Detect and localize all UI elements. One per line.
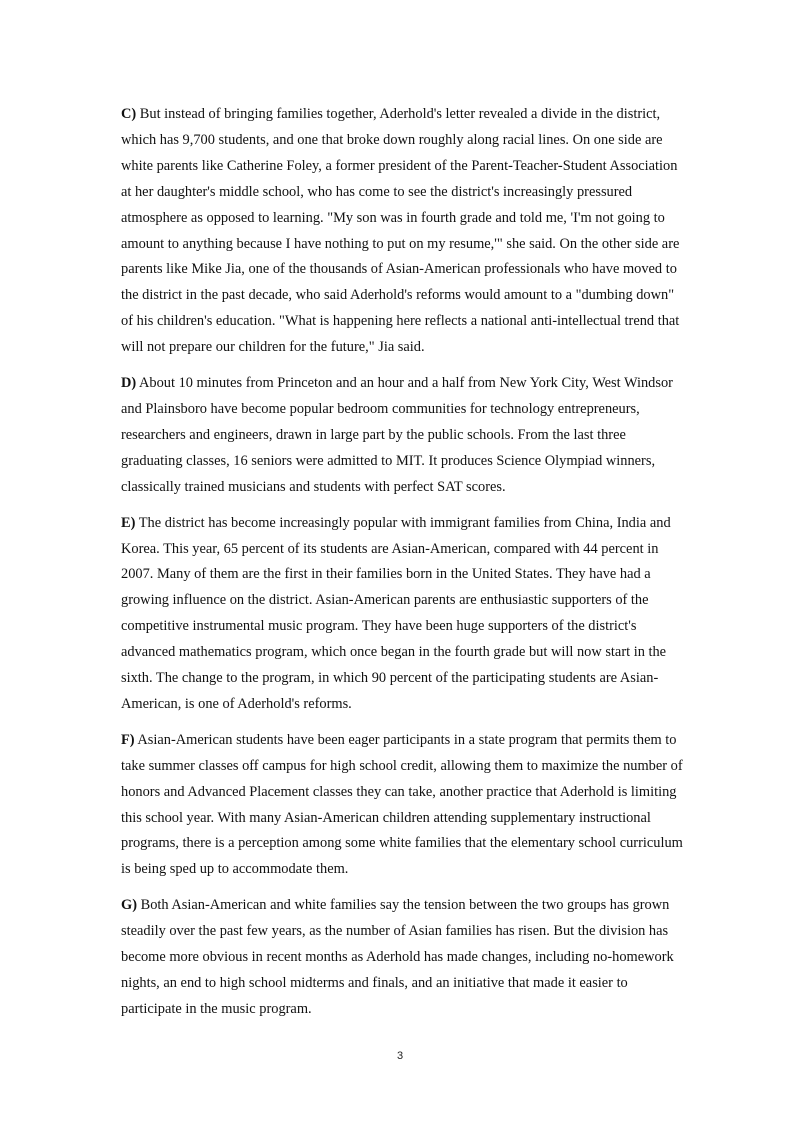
- paragraph-f: [121, 728, 686, 883]
- paragraph-letter: F): [121, 731, 135, 748]
- paragraph-text: The district has become increasingly popular with immigrant families from China, India and Korea. This year, 65 percent of its students are Asian-American, compared with 44 percent in 2007. Many of them are the first in their families born in the United States. They have had a growing influence on the district. Asian-American parents are enthusiastic supporters of the competitive instrumental music program. They have been huge supporters of the district's advanced mathematics program, which once began in the fourth grade but will now start in the sixth. The change to the program, in which 90 percent of the participating students are Asian-American, is one of Aderhold's reforms.: [121, 514, 671, 712]
- document-body: [121, 102, 686, 1033]
- paragraph-letter: G): [121, 897, 137, 914]
- paragraph-letter: E): [121, 514, 136, 531]
- paragraph-c: [121, 102, 686, 361]
- paragraph-letter: D): [121, 375, 137, 392]
- paragraph-text: But instead of bringing families together, Aderhold's letter revealed a divide in the district, which has 9,700 students, and one that broke down roughly along racial lines. On one side are white parents like Catherine Foley, a former president of the Parent-Teacher-Student Association at her daughter's middle school, who has come to see the district's increasingly pressured atmosphere as opposed to learning. "My son was in fourth grade and told me, 'I'm not going to amount to anything because I have nothing to put on my resume,'" she said. On the other side are parents like Mike Jia, one of the thousands of Asian-American professionals who have moved to the district in the past decade, who said Aderhold's reforms would amount to a "dumbing down" of his children's education. "What is happening here reflects a national anti-intellectual trend that will not prepare our children for the future," Jia said.: [121, 106, 680, 356]
- paragraph-letter: C): [121, 106, 137, 122]
- paragraph-text: Asian-American students have been eager participants in a state program that permits them to take summer classes off campus for high school credit, allowing them to maximize the number of honors and Advanced Placement classes they can take, another practice that Aderhold is limiting this school year. With many Asian-American children attending supplementary instructional programs, there is a perception among some white families that the elementary school curriculum is being sped up to accommodate them.: [121, 731, 683, 878]
- paragraph-e: [121, 511, 686, 718]
- paragraph-text: About 10 minutes from Princeton and an hour and a half from New York City, West Windsor and Plainsboro have become popular bedroom communities for technology entrepreneurs, researchers and engineers, drawn in large part by the public schools. From the last three graduating classes, 16 seniors were admitted to MIT. It produces Science Olympiad winners, classically trained musicians and students with perfect SAT scores.: [121, 375, 673, 495]
- paragraph-g: [121, 893, 686, 1023]
- paragraph-text: Both Asian-American and white families say the tension between the two groups has grown steadily over the past few years, as the number of Asian families has risen. But the division has become more obvious in recent months as Aderhold has made changes, including no-homework nights, an end to high school midterms and finals, and an initiative that made it easier to participate in the music program.: [121, 897, 674, 1017]
- page-number: 3: [396, 1050, 404, 1062]
- paragraph-d: [121, 371, 686, 501]
